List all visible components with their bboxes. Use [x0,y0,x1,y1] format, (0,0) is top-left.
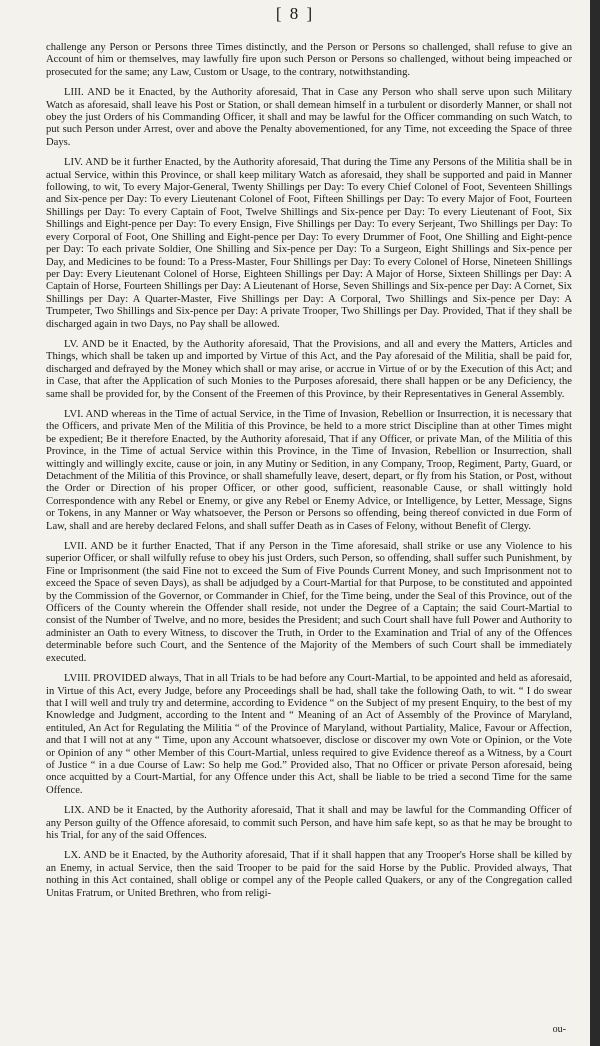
section-lvii: LVII. AND be it further Enacted, That if any Person in the Time aforesaid, shall strike or use any Violence to his superior Officer, or shall wilfully refuse to obey his just Orders, such Person, so offending, shall suffer such Punishment, by Fine or Imprisonment (the said Fine not to exceed the Sum of Five Pounds Current Money, and such Imprisonment not to exceed the Space of seven Days), as shall be adjudged by a Court-Martial for that Purpose, to be constituted and appointed by the Commission of the Governor, or Commander in Chief, for the Time being, under the Seal of this Province, out of the Officers of the County wherein the Offender shall reside, not under the Degree of a Captain; the said Court-Martial to consist of the Number of Twelve, and no more, besides the President; and such Court shall have full Power and Authority to administer an Oath to every Witness, to discover the Truth, in Order to the Examination and Trial of any of the Offences determinable before such Court, and the Sentence of the Majority of the Members of such Court shall be immediately executed. [46,541,572,664]
paragraph-continuation: challenge any Person or Persons three Times distinctly, and the Person or Persons so challenged, shall refuse to give an Account of him or themselves, may lawfully fire upon such Person or Persons so challenged, without being impeached or prosecuted for the same; any Law, Custom or Usage, to the contrary, notwithstanding. [46,42,572,78]
page-number: [ 8 ] [275,4,315,23]
section-lx: LX. AND be it Enacted, by the Authority aforesaid, That if it shall happen that any Trooper's Horse shall be killed by an Enemy, in actual Service, then the said Trooper to be paid for the said Horse by the Public. Provided always, That nothing in this Act contained, shall oblige or compel any of the People called Quakers, or any of the Congregation called Unitas Fratrum, or United Brethren, who from religi- [46,850,572,899]
section-liii: LIII. AND be it Enacted, by the Authority aforesaid, That in Case any Person who shall serve upon such Military Watch as aforesaid, shall leave his Post or Station, or shall demean himself in a turbulent or disorderly Manner, or shall not obey the just Orders of his Commanding Officer, it shall and may be lawful for the Officer commanding on such Watch, to put such Person under Arrest, over and above the Penalty abovementioned, for any Time, not exceeding the Space of three Days. [46,87,572,148]
section-lviii: LVIII. PROVIDED always, That in all Trials to be had before any Court-Martial, to be appointed and held as aforesaid, in Virtue of this Act, every Judge, before any Proceedings shall be had, shall take the following Oath, to wit. “ I do swear that I will well and truly try and determine, according to Evidence “ on the Subject of my present Enquiry, to the best of my Knowledge and Judgment, according to the Intent and “ Meaning of an Act of Assembly of the Province of Maryland, entituled, An Act for Regulating the Militia “ of the Province of Maryland, without Partiality, Malice, Favour or Affection, and that I will not at any “ Time, upon any Account whatsoever, disclose or discover my own Vote or Opinion, or the Vote or Opinion of any “ other Member of this Court-Martial, unless required to give Evidence thereof as a Witness, by a Court of Justice “ in a due Course of Law: So help me God.” Provided also, That no Officer or private Person aforesaid, being once acquitted by a Court-Martial, for any Offence under this Act, shall be liable to be tried a second Time for the same Offence. [46,673,572,796]
page-edge [590,0,600,1046]
section-liv: LIV. AND be it further Enacted, by the Authority aforesaid, That during the Time any Persons of the Militia shall be in actual Service, within this Province, or shall keep military Watch as aforesaid, they shall be supported and paid in Manner following, to wit, To every Major-General, Twenty Shillings per Day: To every Chief Colonel of Foot, Seventeen Shillings and Six-pence per Day: To every Lieutenant Colonel of Foot, Fifteen Shillings per Day: To every Major of Foot, Fourteen Shillings per Day: To every Captain of Foot, Twelve Shillings and Six-pence per Day: To every Lieutenant of Foot, Six Shillings and Eight-pence per Day: To every Ensign, Five Shillings per Day: To every Serjeant, Two Shillings per Day: To every Corporal of Foot, One Shilling and Eight-pence per Day: To every Drummer of Foot, One Shilling and Eight-pence per Day: To each private Soldier, One Shilling and Six-pence per Day: To a Surgeon, Eight Shillings and Six-pence per Day, and Medicines to be found: To a Press-Master, Four Shillings per Day: To every Colonel of Horse, Nineteen Shillings per Day: Every Lieutenant Colonel of Horse, Eighteen Shillings per Day: A Major of Horse, Sixteen Shillings per Day: A Captain of Horse, Fourteen Shillings per Day: A Lieutenant of Horse, Seven Shillings and Six-pence per Day: A Cornet, Six Shillings per Day: A Quarter-Master, Five Shillings per Day: A Corporal, Two Shillings and Six-pence per Day: A Trumpeter, Two Shillings and Six-pence per Day: A private Trooper, Two Shillings per Day. Provided, That if they shall be discharged again in two Days, no Pay shall be allowed. [46,157,572,330]
section-lv: LV. AND be it Enacted, by the Authority aforesaid, That the Provisions, and all and every the Matters, Articles and Things, which shall be taken up and imported by Virtue of this Act, and the Pay aforesaid of the Militia, shall be paid for, discharged and defrayed by the Money which shall or may arise, or accrue in Virtue of or by the Execution of this Act; and in Case, that after the Application of such Monies to the Purposes aforesaid, there shall happen or be any Deficiency, the same shall be provided for, by the Consent of the Freemen of this Province, by their Representatives in General Assembly. [46,338,572,400]
body-text [46,42,572,908]
section-lvi: LVI. AND whereas in the Time of actual Service, in the Time of Invasion, Rebellion or Insurrection, it is necessary that the Officers, and private Men of the Militia of this Province, be held to a more strict Discipline than at other Times might be expedient; Be it therefore Enacted, by the Authority aforesaid, That if any Officer, or private Man, of the Militia of this Province, in the Time of actual Service within this Province, in the Time of Invasion, Rebellion or Insurrection, shall wittingly and willingly excite, cause or join, in any Mutiny or Sedition, in any Company, Troop, Regiment, Party, Guard, or Detachment of the Militia of this Province, or shall shamefully leave, desert, depart, or fly from his Station, or Post, without the Order or Direction of his proper Officer, or other good, sufficient, reasonable Cause, or shall wittingly hold Correspondence with any Rebel or Enemy, or give any Rebel or Enemy Advice, or Intelligence, by Letter, Message, Signs or Tokens, in any Manner or Way whatsoever, the Person or Persons so offending, being thereof convicted in due Form of Law, shall and are hereby declared Felons, and shall suffer Death as in Cases of Felony, without Benefit of Clergy. [46,408,572,532]
section-lix: LIX. AND be it Enacted, by the Authority aforesaid, That it shall and may be lawful for the Commanding Officer of any Person guilty of the Offence aforesaid, to commit such Person, and have him safe kept, so as that he may be brought to his Trial, for any of the said Offences. [46,805,572,841]
catchword: ou- [552,1024,566,1035]
